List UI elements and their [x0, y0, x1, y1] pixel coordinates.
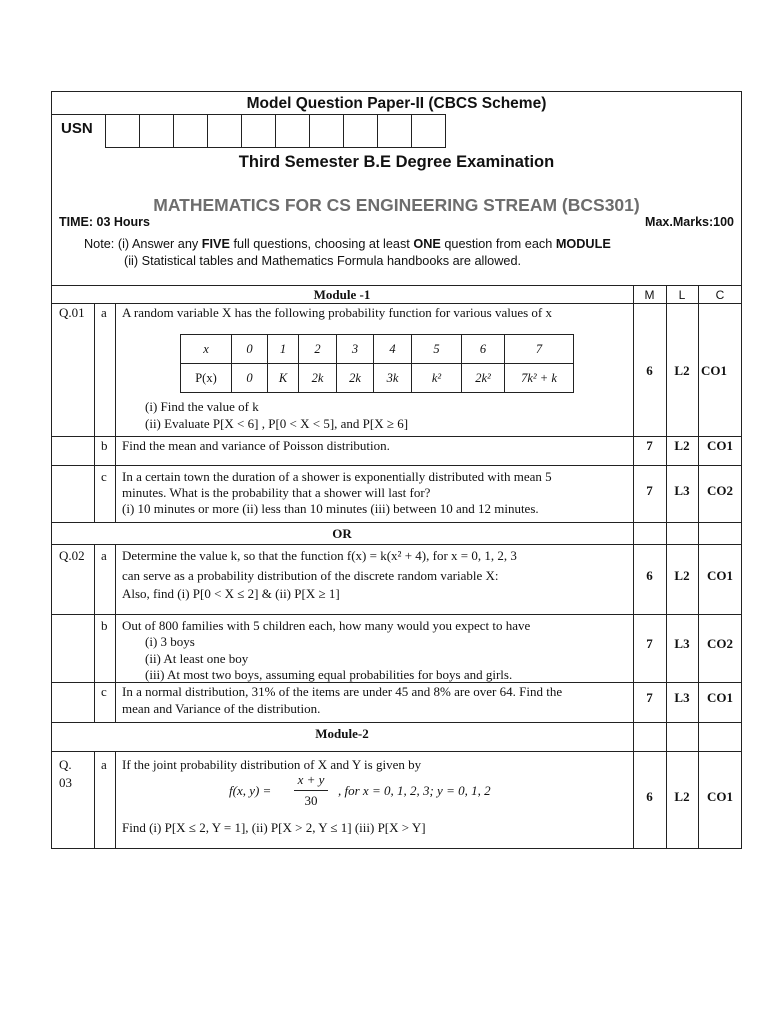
sub-question: (ii) Evaluate P[X < 6] , P[0 < X < 5], and P[X ≥ 6] [145, 416, 409, 431]
question-text: A random variable X has the following probability function for various values of x [122, 305, 552, 320]
row-rule [51, 522, 742, 523]
co-value: CO2 [707, 636, 733, 651]
co-value: CO2 [707, 483, 733, 498]
marks-value: 6 [646, 363, 653, 378]
row-rule [51, 544, 742, 545]
table-cell: 3 [337, 335, 374, 364]
usn-box[interactable] [276, 114, 310, 148]
table-cell: 4 [374, 335, 412, 364]
col-header-co: C [715, 288, 725, 302]
question-text: can serve as a probability distribution of the discrete random variable X: [122, 568, 499, 583]
co-value: CO1 [707, 438, 733, 453]
usn-box[interactable] [412, 114, 446, 148]
table-cell: 0 [232, 335, 268, 364]
table-cell: 2k [299, 364, 337, 393]
formula-lhs: f(x, y) = [229, 783, 272, 798]
usn-row [52, 114, 446, 148]
level-value: L2 [674, 438, 690, 453]
formula-numerator: x + y [297, 772, 325, 787]
module-2-title: Module-2 [315, 726, 369, 741]
question-text: In a normal distribution, 31% of the items are under 45 and 8% are over 64. Find the [122, 684, 563, 699]
question-text: In a certain town the duration of a shower is exponentially distributed with mean 5 [122, 469, 552, 484]
marks-value: 6 [646, 568, 653, 583]
formula-rhs: , for x = 0, 1, 2, 3; y = 0, 1, 2 [338, 783, 491, 798]
table-cell: 2k² [462, 364, 505, 393]
row-rule [51, 465, 742, 466]
or-divider: OR [332, 526, 352, 541]
usn-box[interactable] [310, 114, 344, 148]
part-letter: a [101, 548, 107, 563]
formula-denominator: 30 [304, 793, 318, 808]
question-text: mean and Variance of the distribution. [122, 701, 321, 716]
module-1-title: Module -1 [313, 287, 371, 302]
usn-label: USN [52, 114, 106, 148]
table-cell: 6 [462, 335, 505, 364]
question-number: 03 [59, 775, 72, 790]
table-cell: 3k [374, 364, 412, 393]
sub-question: (ii) At least one boy [145, 651, 249, 666]
note-line-1: Note: (i) Answer any FIVE full questions, choosing at least ONE question from each MODULE [84, 237, 611, 251]
question-number: Q.01 [59, 305, 85, 320]
sub-question: (i) Find the value of k [145, 399, 259, 414]
col-rule [94, 751, 95, 849]
level-value: L2 [674, 568, 690, 583]
sub-question: (i) 3 boys [145, 634, 195, 649]
fraction-bar [294, 790, 328, 791]
part-letter: c [101, 684, 107, 699]
table-cell: 2 [299, 335, 337, 364]
sub-question: (iii) At most two boys, assuming equal probabilities for boys and girls. [145, 667, 513, 682]
question-number: Q. [59, 757, 72, 772]
usn-box[interactable] [174, 114, 208, 148]
part-letter: c [101, 469, 107, 484]
question-text: Also, find (i) P[0 < X ≤ 2] & (ii) P[X ≥ 1] [122, 586, 340, 601]
question-text: (i) 10 minutes or more (ii) less than 10 minutes (iii) between 10 and 12 minutes. [122, 501, 539, 516]
col-rule [94, 303, 95, 522]
usn-box[interactable] [140, 114, 174, 148]
usn-box[interactable] [344, 114, 378, 148]
level-value: L2 [674, 789, 690, 804]
paper-title: Model Question Paper-II (CBCS Scheme) [246, 95, 547, 112]
table-cell: x [181, 335, 232, 364]
table-cell: 0 [232, 364, 268, 393]
question-text: If the joint probability distribution of X and Y is given by [122, 757, 422, 772]
table-cell: 5 [412, 335, 462, 364]
level-value: L2 [674, 363, 690, 378]
level-value: L3 [674, 483, 690, 498]
co-value: CO1 [701, 363, 727, 378]
usn-box[interactable] [106, 114, 140, 148]
col-rule [115, 751, 116, 849]
col-header-level: L [678, 288, 686, 302]
exam-time: TIME: 03 Hours [59, 215, 150, 229]
marks-value: 7 [646, 438, 653, 453]
table-cell: P(x) [181, 364, 232, 393]
question-text: Find (i) P[X ≤ 2, Y = 1], (ii) P[X > 2, Y ≤ 1] (iii) P[X > Y] [122, 820, 426, 835]
marks-value: 7 [646, 636, 653, 651]
col-rule [115, 303, 116, 522]
question-number: Q.02 [59, 548, 85, 563]
table-cell: 7 [505, 335, 574, 364]
part-letter: b [101, 438, 108, 453]
table-top-rule [51, 285, 742, 286]
usn-box[interactable] [378, 114, 412, 148]
co-value: CO1 [707, 789, 733, 804]
row-rule [51, 436, 742, 437]
table-cell: k² [412, 364, 462, 393]
table-cell: 1 [268, 335, 299, 364]
col-header-marks: M [644, 288, 655, 302]
question-text: Determine the value k, so that the function f(x) = k(x² + 4), for x = 0, 1, 2, 3 [122, 548, 517, 563]
row-rule [51, 722, 742, 723]
co-value: CO1 [707, 690, 733, 705]
part-letter: a [101, 757, 107, 772]
subject-title: MATHEMATICS FOR CS ENGINEERING STREAM (BCS301) [153, 195, 640, 215]
col-rule [94, 544, 95, 722]
row-rule [51, 614, 742, 615]
note-line-2: (ii) Statistical tables and Mathematics Formula handbooks are allowed. [124, 254, 522, 268]
row-rule [51, 303, 742, 304]
marks-value: 7 [646, 483, 653, 498]
marks-value: 6 [646, 789, 653, 804]
row-rule [51, 751, 742, 752]
table-cell: K [268, 364, 299, 393]
probability-table [180, 334, 574, 393]
table-cell: 7k² + k [505, 364, 574, 393]
semester-title: Third Semester B.E Degree Examination [238, 153, 555, 171]
co-value: CO1 [707, 568, 733, 583]
usn-box[interactable] [242, 114, 276, 148]
table-cell: 2k [337, 364, 374, 393]
question-text: Find the mean and variance of Poisson distribution. [122, 438, 390, 453]
usn-box[interactable] [208, 114, 242, 148]
part-letter: a [101, 305, 107, 320]
question-text: Out of 800 families with 5 children each, how many would you expect to have [122, 618, 531, 633]
max-marks: Max.Marks:100 [645, 215, 734, 229]
level-value: L3 [674, 636, 690, 651]
question-text: minutes. What is the probability that a shower will last for? [122, 485, 431, 500]
part-letter: b [101, 618, 108, 633]
level-value: L3 [674, 690, 690, 705]
marks-value: 7 [646, 690, 653, 705]
col-rule [115, 544, 116, 722]
